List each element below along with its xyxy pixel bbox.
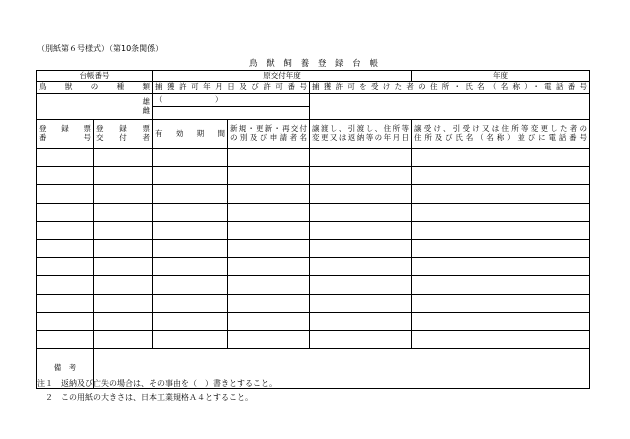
table-cell[interactable] xyxy=(228,149,310,167)
receiver-line1: 譲受け、引受け又は住所等変更した者の xyxy=(414,124,588,134)
male-row xyxy=(37,94,590,107)
col-header-validity: 有 効 期 間 xyxy=(153,120,228,149)
table-cell[interactable] xyxy=(412,221,590,239)
table-cell[interactable] xyxy=(412,185,590,203)
note-2: ２ この用紙の大きさは、日本工業規格Ａ４とすること。 xyxy=(37,393,253,402)
capture-permit-label: 捕獲許可年月日及び許可番号 xyxy=(153,82,310,94)
table-cell[interactable] xyxy=(310,276,412,294)
table-cell[interactable] xyxy=(310,294,412,312)
paren-close: ） xyxy=(215,94,223,104)
table-cell[interactable] xyxy=(310,149,412,167)
table-cell[interactable] xyxy=(153,330,228,348)
table-cell[interactable] xyxy=(228,185,310,203)
table-cell[interactable] xyxy=(153,312,228,330)
female-label: 雌 xyxy=(142,105,150,115)
original-year-label: 原交付年度 xyxy=(153,71,412,82)
table-cell[interactable] xyxy=(94,312,153,330)
table-cell[interactable] xyxy=(228,258,310,276)
table-cell[interactable] xyxy=(310,258,412,276)
year-label: 年度 xyxy=(412,71,590,82)
table-cell[interactable] xyxy=(228,167,310,185)
sex-cell xyxy=(37,94,153,120)
table-cell[interactable] xyxy=(94,330,153,348)
reg-no-line2: 番 号 xyxy=(39,133,91,142)
table-row xyxy=(37,185,590,203)
table-cell[interactable] xyxy=(37,239,94,257)
table-row xyxy=(37,203,590,221)
table-cell[interactable] xyxy=(412,312,590,330)
table-cell[interactable] xyxy=(37,330,94,348)
table-cell[interactable] xyxy=(37,221,94,239)
table-cell[interactable] xyxy=(412,330,590,348)
table-cell[interactable] xyxy=(94,239,153,257)
table-cell[interactable] xyxy=(310,312,412,330)
table-cell[interactable] xyxy=(37,203,94,221)
reg-issuer-line2: 交 付 者 xyxy=(96,133,150,142)
table-cell[interactable] xyxy=(37,258,94,276)
table-cell[interactable] xyxy=(310,330,412,348)
table-cell[interactable] xyxy=(153,239,228,257)
col-header-reg-no xyxy=(37,120,94,149)
permit-holder-value xyxy=(310,94,590,120)
male-paren-cell xyxy=(153,94,310,107)
table-row xyxy=(37,330,590,348)
table-cell[interactable] xyxy=(412,239,590,257)
table-cell[interactable] xyxy=(94,203,153,221)
table-cell[interactable] xyxy=(153,294,228,312)
table-cell[interactable] xyxy=(94,185,153,203)
col-header-renewal xyxy=(228,120,310,149)
table-cell[interactable] xyxy=(37,312,94,330)
table-cell[interactable] xyxy=(153,258,228,276)
table-cell[interactable] xyxy=(228,276,310,294)
ledger-row xyxy=(37,71,590,82)
renewal-line1: 新規・更新・再交付 xyxy=(230,124,307,134)
paren-open: （ xyxy=(155,94,163,104)
table-cell[interactable] xyxy=(37,149,94,167)
col-header-transfer xyxy=(310,120,412,149)
table-row xyxy=(37,239,590,257)
table-cell[interactable] xyxy=(310,203,412,221)
table-cell[interactable] xyxy=(412,258,590,276)
table-cell[interactable] xyxy=(412,276,590,294)
table-row xyxy=(37,149,590,167)
table-cell[interactable] xyxy=(37,185,94,203)
table-cell[interactable] xyxy=(94,258,153,276)
remarks-label: 備 考 xyxy=(37,349,94,389)
table-cell[interactable] xyxy=(153,185,228,203)
table-row xyxy=(37,221,590,239)
table-cell[interactable] xyxy=(153,221,228,239)
reg-no-line1: 登 録 票 xyxy=(39,124,91,134)
table-cell[interactable] xyxy=(37,276,94,294)
table-cell[interactable] xyxy=(94,149,153,167)
transfer-line2: 変更又は返納等の年月日 xyxy=(312,133,410,142)
table-cell[interactable] xyxy=(310,167,412,185)
table-cell[interactable] xyxy=(94,276,153,294)
page-title: 鳥 獣 飼 養 登 録 台 帳 xyxy=(249,59,381,69)
table-cell[interactable] xyxy=(228,239,310,257)
table-cell[interactable] xyxy=(412,294,590,312)
table-cell[interactable] xyxy=(153,149,228,167)
table-cell[interactable] xyxy=(153,167,228,185)
table-cell[interactable] xyxy=(37,167,94,185)
ledger-number-label: 台帳番号 xyxy=(37,71,153,82)
registration-ledger-table xyxy=(36,70,590,389)
species-row xyxy=(37,82,590,94)
table-row xyxy=(37,294,590,312)
table-row xyxy=(37,312,590,330)
table-cell[interactable] xyxy=(37,294,94,312)
table-row xyxy=(37,258,590,276)
table-cell[interactable] xyxy=(228,312,310,330)
table-cell[interactable] xyxy=(94,294,153,312)
table-cell[interactable] xyxy=(94,167,153,185)
table-cell[interactable] xyxy=(412,149,590,167)
column-header-row xyxy=(37,120,590,149)
table-cell[interactable] xyxy=(153,276,228,294)
receiver-line2: 住所及び氏名（名称）並びに電話番号 xyxy=(414,133,588,142)
note-1: 注１ 返納及び亡失の場合は、その事由を（ ）書きとすること。 xyxy=(37,379,277,388)
table-cell[interactable] xyxy=(228,203,310,221)
table-cell[interactable] xyxy=(228,294,310,312)
transfer-line1: 譲渡し、引渡し、住所等 xyxy=(312,124,410,134)
col-header-reg-issuer xyxy=(94,120,153,149)
species-label: 鳥 獣 の 種 類 xyxy=(37,82,153,94)
renewal-line2: の別及び申請者名 xyxy=(230,133,307,142)
table-cell[interactable] xyxy=(94,221,153,239)
table-cell[interactable] xyxy=(228,221,310,239)
form-tag: （別紙第６号様式）（第10条関係） xyxy=(37,44,164,53)
table-cell[interactable] xyxy=(153,203,228,221)
table-row xyxy=(37,167,590,185)
capture-permit-value xyxy=(153,107,310,120)
male-label: 雄 xyxy=(142,96,150,106)
permit-holder-label: 捕獲許可を受けた者の住所・氏名（名称）・電話番号 xyxy=(310,82,590,94)
table-cell[interactable] xyxy=(412,203,590,221)
table-cell[interactable] xyxy=(412,167,590,185)
table-cell[interactable] xyxy=(228,330,310,348)
reg-issuer-line1: 登 録 票 xyxy=(96,124,150,134)
table-cell[interactable] xyxy=(310,185,412,203)
table-row xyxy=(37,276,590,294)
table-cell[interactable] xyxy=(310,239,412,257)
table-cell[interactable] xyxy=(310,221,412,239)
col-header-receiver xyxy=(412,120,590,149)
